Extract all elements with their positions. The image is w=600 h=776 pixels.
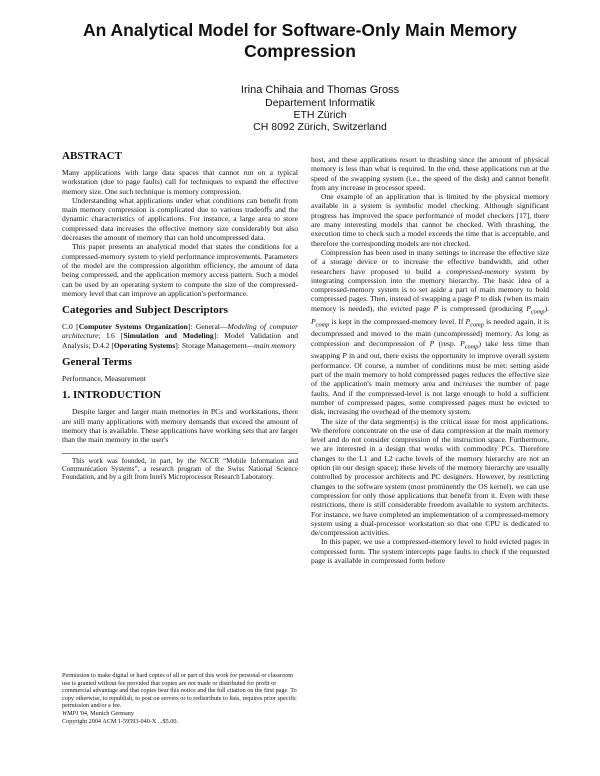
funding-footnote <box>62 453 298 482</box>
body-paragraph: host, and these applications resort to thrashing since the amount of physical memory is less than what is required. In the end, these applications run at the speed of the swapping system (i.e., the speed of the disk) and cannot benefit from any increase in processor speed. <box>311 155 549 192</box>
permission-text: Permission to make digital or hard copies of all or part of this work for personal or classroom use is granted without fee provided that copies are not made or distributed for profit or commercial advantage and that copies bear this notice and the full citation on the first page. To copy otherwise, to republish, to post on servers or to redistribute to lists, requires prior specific permission and/or a fee. <box>62 672 297 710</box>
venue-line: WMPI '04, Munich Germany <box>62 709 134 717</box>
body-paragraph: The size of the data segment(s) is the critical issue for most applications. We therefore concentrate on the use of data compression at the main memory level and do not consider compression of the instruction space. Furthermore, we are interested in a design that works with commodity PCs. Therefore changes to the L1 and L2 cache levels of the memory hierarchy are not an option (in our design space); these levels of the memory hierarchy are usually controlled by processor architects and PC designers. However, by restricting changes to the software system (most prominently the OS kernel), we can use compression for only those applications that benefit from it. Even with these restrictions, there is still considerable freedom available to system architects. For instance, we have completed an implementation of a compressed-memory system using a dual-processor workstation so that one CPU is dedicated to de/compression activities. <box>311 416 549 538</box>
general-terms-text: Performance, Measurement <box>62 374 146 384</box>
copyright-line: Copyright 2004 ACM 1-59593-040-X ...$5.00. <box>62 717 179 725</box>
affiliation-address: CH 8092 Zürich, Switzerland <box>253 121 387 133</box>
left-column <box>62 150 298 482</box>
funding-footnote-text: This work was founded, in part, by the NCCR “Mobile Information and Communication Systems”, a research program of the Swiss National Science Foundation, and by a gift from Intel's Microprocessor Research Laboratory. <box>62 456 298 482</box>
affiliation-department: Departement Informatik <box>265 97 375 109</box>
body-paragraph: In this paper, we use a compressed-memory level to hold evicted pages in compressed form. The system intercepts page faults to check if the requested page is available in compressed form before <box>311 537 549 566</box>
abstract-heading: ABSTRACT <box>62 150 122 162</box>
affiliation-institution: ETH Zürich <box>293 109 347 121</box>
introduction-paragraph: Despite larger and larger main memories in PCs and workstations, there are still many applications with memory demands that exceed the amount of memory that is available. These applications have working sets that are larger than the main memory in the user's <box>62 407 298 445</box>
author-names: Irina Chihaia and Thomas Gross <box>240 84 400 96</box>
body-paragraph: Compression has been used in many settings to increase the effective size of a storage device or to increase the effective bandwidth, and other researchers have proposed to build a compressed-memory system by integrating compression into the memory hierarchy. The basic idea of a compressed-memory system is to set aside a part of main memory to hold compressed pages. Then, instead of swapping a page P to disk (when its main memory is needed), the evicted page P is compressed (producing $P_{comp}$). $P_{comp}$ is kept in the compressed-memory level. If $P_{comp}$ is needed again, it is decompressed and moved to the main (uncompressed) memory. As long as compression and decompression of P (resp. $P_{comp}$) take less time than swapping P in and out, there exists the opportunity to improve overall system performance. Of course, a number of conditions must be met: setting aside part of the main memory to hold compressed pages reduces the effective size of the application's main memory area and increases the number of page faults. And if the compressed-level is not large enough to hold a sufficient number of compressed pages, some compressed pages must be evicted to disk, increasing the overhead of the memory system. <box>311 247 550 417</box>
permission-notice <box>62 672 298 725</box>
introduction-heading: 1. INTRODUCTION <box>62 389 162 402</box>
categories-text: C.0 [Computer Systems Organization]: General—Modeling of computer architecture; I.6 [Simulation and Modeling]: Model Validation and Analysis; D.4.2 [Operating Systems]: Storage Management—main memory <box>62 322 299 350</box>
right-column <box>311 155 549 565</box>
general-terms-heading: General Terms <box>62 356 132 369</box>
abstract-paragraph: This paper presents an analytical model that states the conditions for a compressed-memory system to yield performance improvements. Parameters of the model are the compression algorithm efficiency, the amount of data being compressed, and the application memory access pattern. Such a model can be used by an operating system to compute the size of the compressed-memory level that can improve an application's performance. <box>62 242 298 298</box>
paper-title: An Analytical Model for Software-Only Main Memory Compression <box>83 20 517 61</box>
categories-heading: Categories and Subject Descriptors <box>62 304 228 317</box>
abstract-paragraph: Understanding what applications under what conditions can benefit from main memory compression is complicated due to various tradeoffs and the dynamic characteristics of applications. For instance, a large area to store compressed data increases the effective memory size considerably but also decreases the amount of memory that can hold uncompressed data. <box>62 195 298 243</box>
abstract-paragraph: Many applications with large data spaces that cannot run on a typical workstation (due to page faults) call for techniques to expand the effective memory size. One such technique is memory compression. <box>62 168 298 196</box>
body-paragraph: One example of an application that is limited by the physical memory available in a system is symbolic model checking. Although significant progress has improved the space performance of model checkers [17], there are many interesting models that cannot be checked. With thrashing, the execution time to check such a model exceeds the time that is acceptable, and therefore the corresponding models are not checked. <box>311 192 549 248</box>
author-block <box>200 84 440 133</box>
